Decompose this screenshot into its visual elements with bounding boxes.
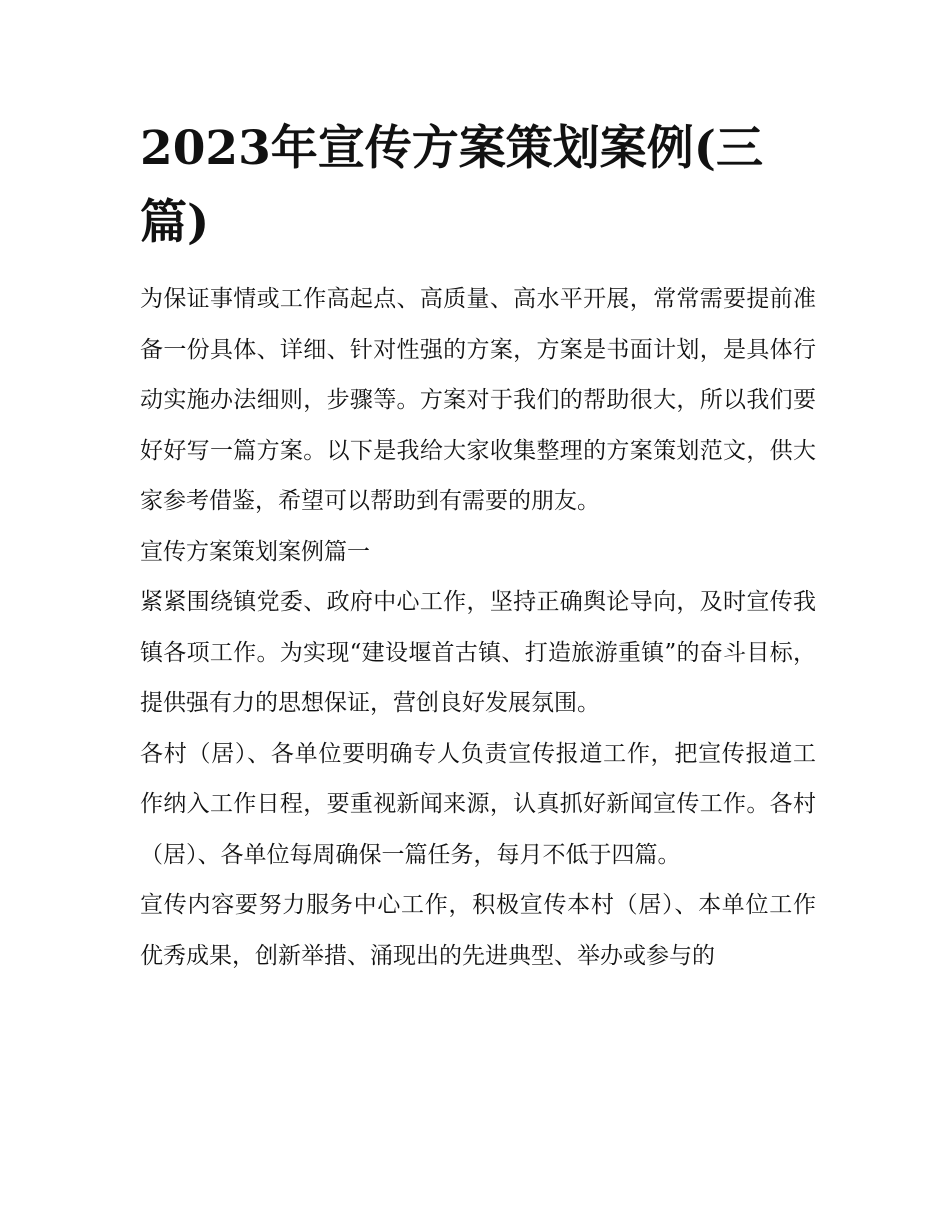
document-page xyxy=(140,112,816,981)
document-title: 2023年宣传方案策划案例(三篇) xyxy=(140,121,764,250)
intro-paragraph: 为保证事情或工作高起点、高质量、高水平开展，常常需要提前准备一份具体、详细、针对性强的方案，方案是书面计划，是具体行动实施办法细则，步骤等。方案对于我们的帮助很大，所以我们要好好写一篇方案。以下是我给大家收集整理的方案策划范文，供大家参考借鉴，希望可以帮助到有需要的朋友。 xyxy=(140,286,816,514)
body-paragraph-2: 各村（居）、各单位要明确专人负责宣传报道工作，把宣传报道工作纳入工作日程，要重视新闻来源，认真抓好新闻宣传工作。各村（居）、各单位每周确保一篇任务，每月不低于四篇。 xyxy=(140,740,816,868)
body-paragraph-3: 宣传内容要努力服务中心工作，积极宣传本村（居）、本单位工作优秀成果，创新举措、涌现出的先进典型、举办或参与的 xyxy=(140,892,816,969)
body-paragraph-1: 紧紧围绕镇党委、政府中心工作，坚持正确舆论导向，及时宣传我镇各项工作。为实现“建设堰首古镇、打造旅游重镇”的奋斗目标，提供强有力的思想保证，营创良好发展氛围。 xyxy=(140,589,816,716)
section-heading: 宣传方案策划案例篇一 xyxy=(140,538,370,565)
